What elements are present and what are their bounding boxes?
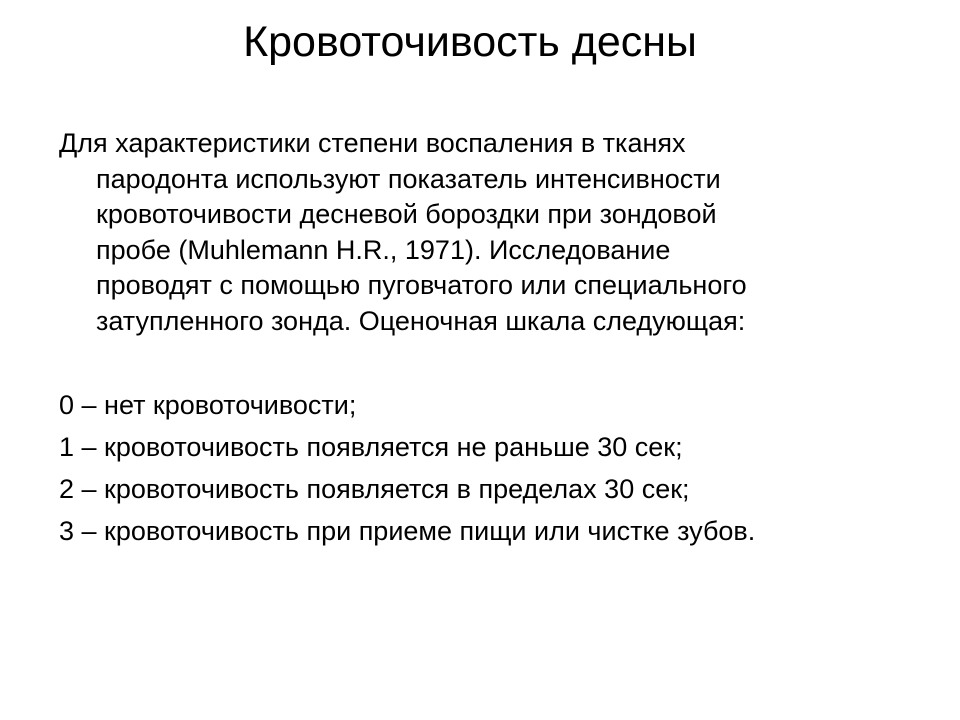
rating-scale-list xyxy=(59,384,919,552)
description-paragraph xyxy=(59,126,879,339)
scale-item-1: 1 – кровоточивость появляется не раньше 30 сек; xyxy=(59,432,683,462)
paragraph-line: Для характеристики степени воспаления в тканях xyxy=(59,128,686,158)
paragraph-line: пробе (Muhlemann H.R., 1971). Исследование xyxy=(96,234,671,265)
paragraph-line: кровоточивости десневой бороздки при зондовой xyxy=(96,199,717,229)
slide-title: Кровоточивость десны xyxy=(243,18,697,66)
paragraph-line: пародонта используют показатель интенсивности xyxy=(96,163,721,194)
scale-item-3: 3 – кровоточивость при приеме пищи или чистке зубов. xyxy=(59,516,756,546)
paragraph-line: проводят с помощью пуговчатого или специального xyxy=(96,270,747,300)
scale-item-2: 2 – кровоточивость появляется в пределах 30 сек; xyxy=(59,474,690,504)
paragraph-line: затупленного зонда. Оценочная шкала следующая: xyxy=(96,305,746,336)
scale-item-0: 0 – нет кровоточивости; xyxy=(59,390,357,420)
